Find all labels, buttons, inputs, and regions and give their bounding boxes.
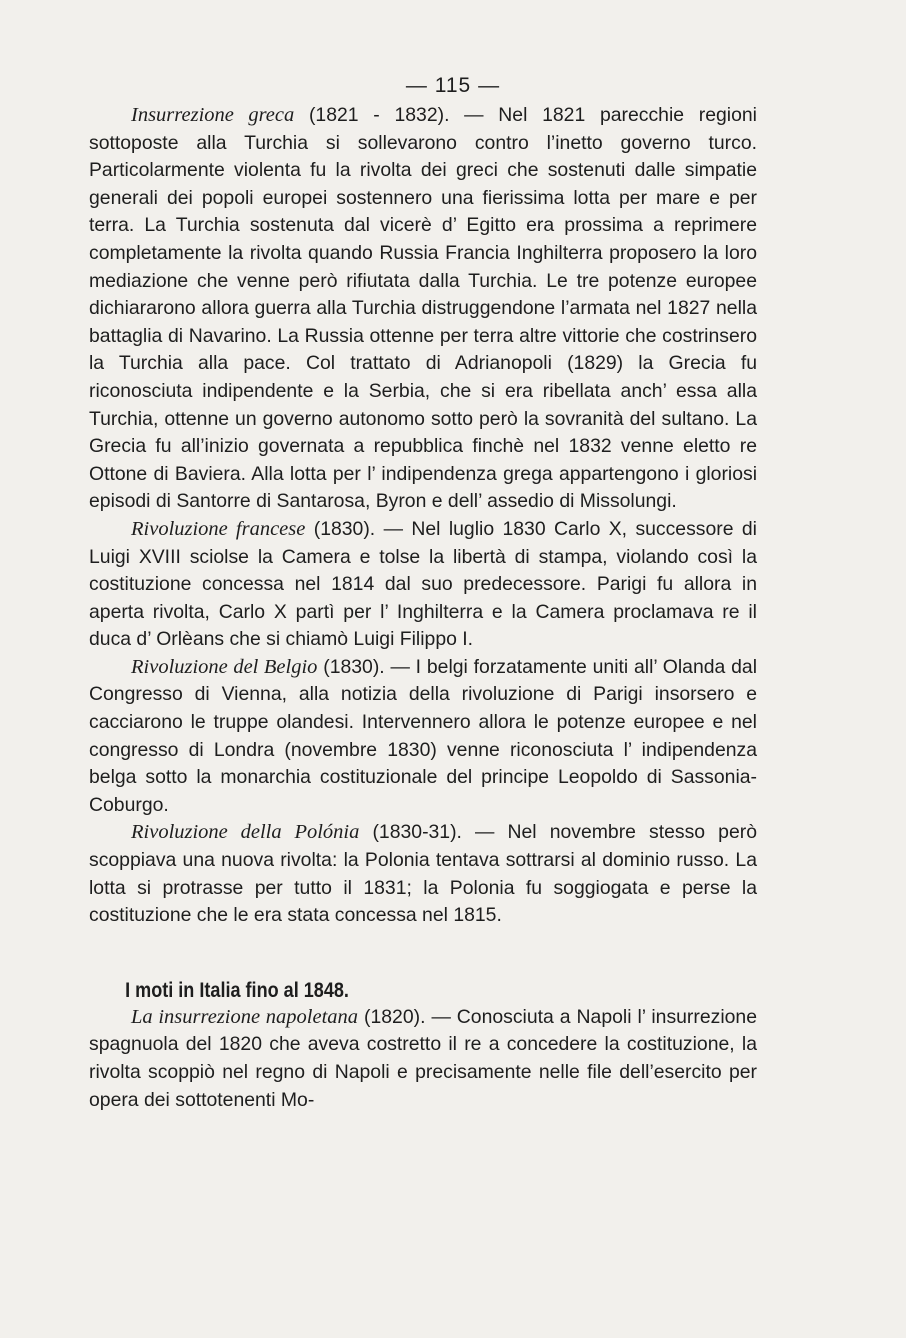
- paragraph-title: La insurrezione napoletana: [131, 1005, 359, 1028]
- page-number: — 115 —: [405, 74, 501, 97]
- page-text: [89, 102, 757, 1114]
- paragraph-rivoluzione-polonia: [89, 819, 757, 929]
- paragraph-insurrezione-napoletana: [89, 1004, 757, 1114]
- paragraph-insurrezione-greca: [89, 102, 757, 516]
- paragraph-body: (1821 - 1832). — Nel 1821 parecchie regioni sottoposte alla Turchia si sollevarono contro l’inetto governo turco. Particolarmente violenta fu la rivolta dei greci che sostenuti dalle simpatie generali dei popoli europei sostennero una fierissima lotta per mare e per terra. La Turchia sostenuta dal vicerè d’ Egitto era prossima a reprimere completamente la rivolta quando Russia Francia Inghilterra proposero la loro mediazione che venne però rifiutata dalla Turchia. Le tre potenze europee dichiararono allora guerra alla Turchia distruggendone l’armata nel 1827 nella battaglia di Navarino. La Russia ottenne per terra altre vittorie che costrinsero la Turchia alla pace. Col trattato di Adrianopoli (1829) la Grecia fu riconosciuta indipendente e la Serbia, che si era ribellata anch’ essa alla Turchia, ottenne un governo autonomo sotto però la sovranità del sultano. La Grecia fu all’inizio governata a repubblica finchè nel 1832 venne eletto re Ottone di Baviera. Alla lotta per l’ indipendenza grega appartengono i gloriosi episodi di Santorre di Santarosa, Byron e dell’ assedio di Missolungi.: [89, 104, 757, 513]
- paragraph-body: (1830-31). — Nel novembre stesso però scoppiava una nuova rivolta: la Polonia tentava sottrarsi al dominio russo. La lotta si protrasse per tutto il 1831; la Polonia fu soggiogata e perse la costituzione che le era stata concessa nel 1815.: [89, 821, 757, 927]
- paragraph-title: Insurrezione greca: [131, 104, 295, 126]
- section-heading: I moti in Italia fino al 1848.: [125, 978, 349, 1002]
- paragraph-title: Rivoluzione del Belgio: [131, 655, 318, 678]
- paragraph-body: (1830). — Nel luglio 1830 Carlo X, successore di Luigi XVIII sciolse la Camera e tolse la libertà di stampa, violando così la costituzione concessa nel 1814 dal suo predecessore. Parigi fu allora in aperta rivolta, Carlo X partì per l’ Inghilterra e la Camera proclamava re il duca d’ Orlèans che si chiamò Luigi Filippo I.: [89, 517, 757, 651]
- paragraph-body: (1830). — I belgi forzatamente uniti all’ Olanda dal Congresso di Vienna, alla notizia della rivoluzione di Parigi insorsero e cacciarono le truppe olandesi. Intervennero allora le potenze europee e nel congresso di Londra (novembre 1830) venne riconosciuta l’ indipendenza belga sotto la monarchia costituzionale del principe Leopoldo di Sassonia-Coburgo.: [89, 655, 758, 816]
- paragraph-body: (1820). — Conosciuta a Napoli l’ insurrezione spagnuola del 1820 che aveva costretto il re a concedere la costituzione, la rivolta scoppiò nel regno di Napoli e precisamente nelle file dell’esercito per opera dei sottotenenti Mo-: [89, 1005, 757, 1111]
- paragraph-rivoluzione-belgio: [89, 654, 757, 820]
- paragraph-title: Rivoluzione francese: [131, 517, 306, 540]
- paragraph-title: Rivoluzione della Polónia: [131, 821, 360, 844]
- paragraph-rivoluzione-francese: [89, 516, 757, 654]
